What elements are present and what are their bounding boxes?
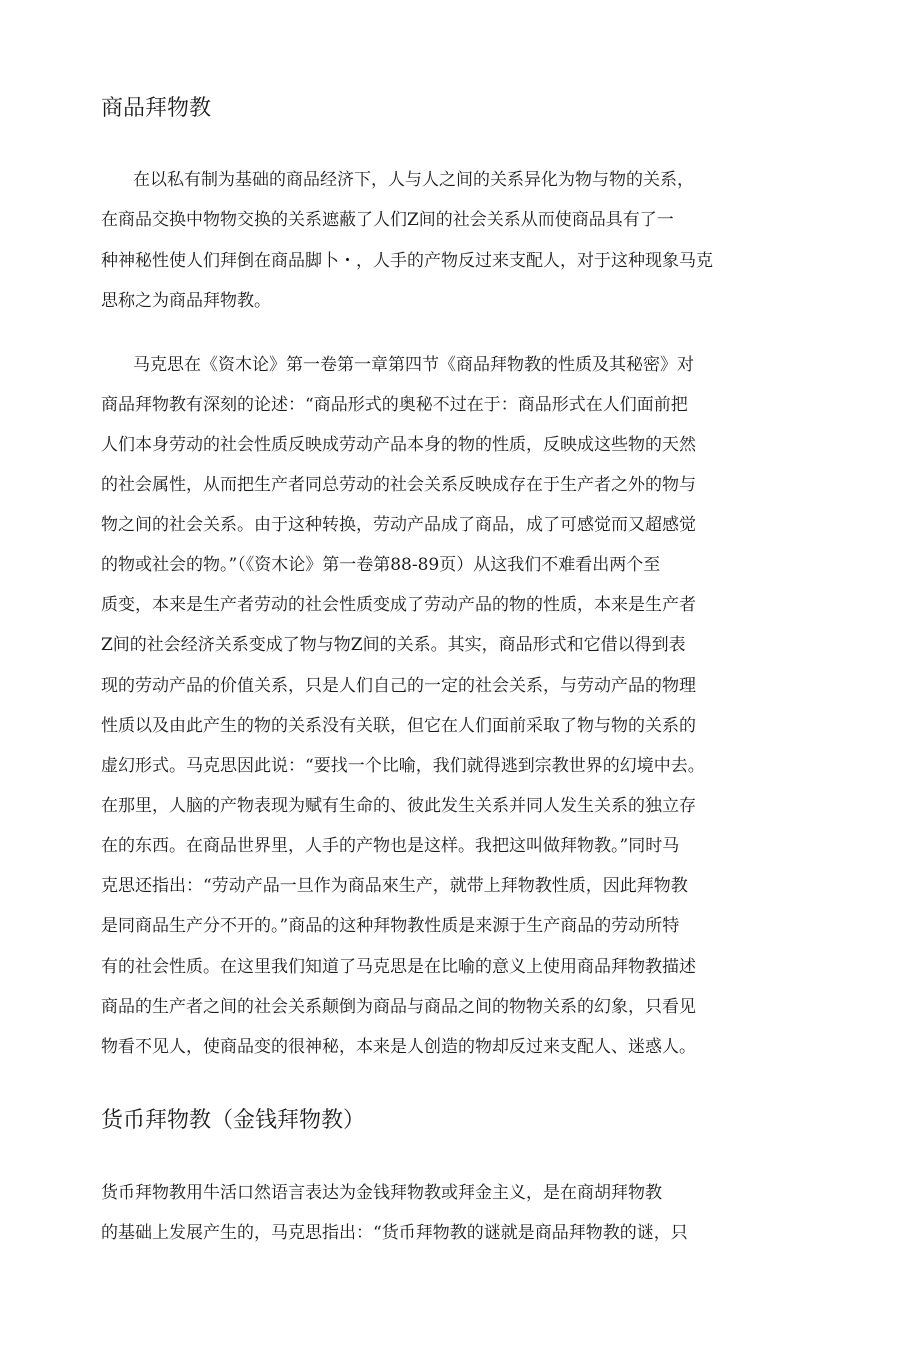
- paragraph-line: 物之间的社会关系。由于这种转换，劳动产品成了商品，成了可感觉而又超感觉: [101, 515, 696, 535]
- paragraph-line: Z间的社会经济关系变成了物与物Z间的关系。其实，商品形式和它借以得到表: [101, 635, 686, 655]
- paragraph-line: 在的东西。在商品世界里，人手的产物也是这样。我把这叫做拜物教。”同时马: [101, 836, 680, 856]
- section-title-money-fetishism: 货币拜物教（金钱拜物教）: [101, 1108, 366, 1133]
- paragraph-line: 在那里，人脑的产物表现为赋有生命的、彼此发生关系并同人发生关系的独立存: [101, 796, 696, 816]
- paragraph-line: 克思还指出：“劳动产品一旦作为商品來生产，就带上拜物教性质，因此拜物教: [101, 876, 688, 896]
- paragraph-line: 货币拜物教用牛活口然语言表达为金钱拜物教或拜金主义，是在商胡拜物教: [101, 1183, 662, 1203]
- paragraph-line: 商品拜物教有深刻的论述：“商品形式的奥秘不过在于：商品形式在人们面前把: [101, 395, 688, 415]
- paragraph-line: 在商品交换中物物交换的关系遮蔽了人们Z间的社会关系从而使商品具有了一: [101, 210, 674, 230]
- paragraph-line: 是同商品生产分不开的。”商品的这种拜物教性质是来源于生产商品的劳动所特: [101, 916, 680, 936]
- section-title-commodity-fetishism: 商品拜物教: [101, 96, 212, 121]
- paragraph-line: 物看不见人，使商品变的很神秘，本来是人创造的物却反过来支配人、迷惑人。: [101, 1037, 696, 1057]
- paragraph-line: 有的社会性质。在这里我们知道了马克思是在比喻的意义上使用商品拜物教描述: [101, 957, 696, 977]
- paragraph-line: 商品的生产者之间的社会关系颠倒为商品与商品之间的物物关系的幻象，只看见: [101, 997, 696, 1017]
- paragraph-line: 思称之为商品拜物教。: [101, 291, 271, 311]
- paragraph-line: 马克思在《资木论》第一卷第一章第四节《商品拜物教的性质及其秘密》对: [133, 355, 694, 375]
- paragraph-line: 的物或社会的物。”（《资木论》第一卷第88-89页）从这我们不难看出两个至: [101, 555, 661, 575]
- paragraph-line: 在以私有制为基础的商品经济下，人与人之间的关系异化为物与物的关系，: [133, 170, 694, 190]
- paragraph-line: 人们本身劳动的社会性质反映成劳动产品本身的物的性质，反映成这些物的天然: [101, 435, 696, 455]
- paragraph-line: 现的劳动产品的价值关系，只是人们自己的一定的社会关系，与劳动产品的物理: [101, 676, 696, 696]
- paragraph-line: 的社会属性，从而把生产者同总劳动的社会关系反映成存在于生产者之外的物与: [101, 475, 696, 495]
- paragraph-line: 的基础上发展产生的，马克思指出：“货币拜物教的谜就是商品拜物教的谜，只: [101, 1223, 688, 1243]
- paragraph-line: 质变，本来是生产者劳动的社会性质变成了劳动产品的物的性质，本来是生产者: [101, 595, 696, 615]
- paragraph-line: 种神秘性使人们拜倒在商品脚卜・，人手的产物反过来支配人，对于这种现象马克: [101, 251, 713, 271]
- paragraph-line: 虚幻形式。马克思因此说：“要找一个比喻，我们就得逃到宗教世界的幻境中去。: [101, 756, 705, 776]
- paragraph-line: 性质以及由此产生的物的关系没有关联，但它在人们面前采取了物与物的关系的: [101, 716, 696, 736]
